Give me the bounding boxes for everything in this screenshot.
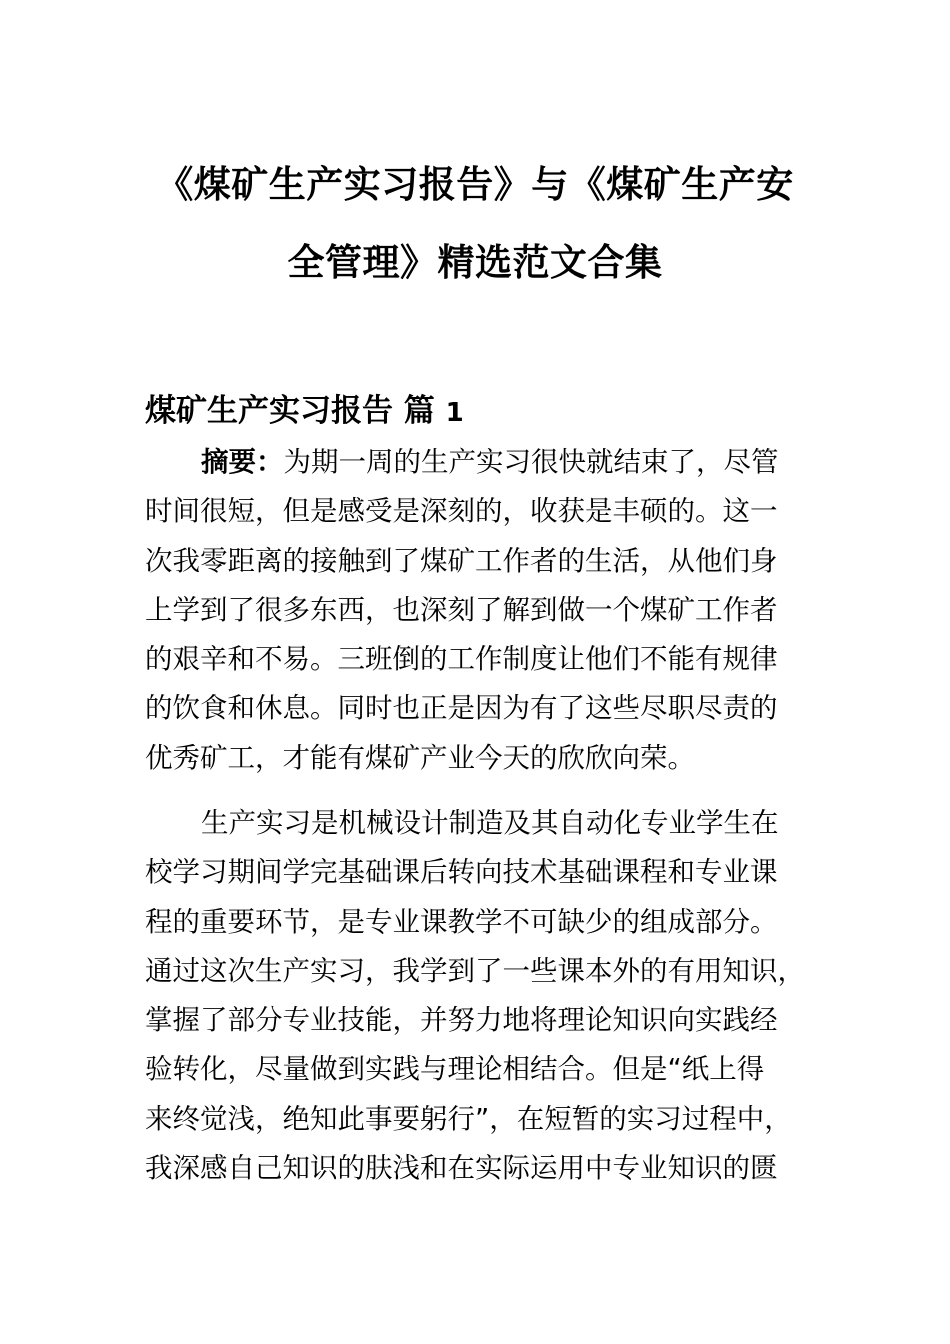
paragraph-line: 优秀矿工，才能有煤矿产业今天的欣欣向荣。 [145, 741, 695, 774]
paragraph-line: 的饮食和休息。同时也正是因为有了这些尽职尽责的 [145, 692, 778, 725]
section-heading-text: 煤矿生产实习报告 篇 [145, 393, 435, 429]
paragraph-line: 验转化，尽量做到实践与理论相结合。但是“纸上得 [145, 1053, 765, 1086]
document-title-line-2: 全管理》精选范文合集 [287, 241, 663, 284]
paragraph-line: 掌握了部分专业技能，并努力地将理论知识向实践经 [145, 1004, 778, 1037]
abstract-label: 摘要： [201, 446, 284, 478]
paragraph-line: 校学习期间学完基础课后转向技术基础课程和专业课 [145, 856, 778, 889]
paragraph-line: 上学到了很多东西，也深刻了解到做一个煤矿工作者 [145, 593, 778, 626]
body-paragraph [145, 799, 815, 1193]
paragraph-line: 我深感自己知识的肤浅和在实际运用中专业知识的匮 [145, 1152, 778, 1185]
paragraph-line: 生产实习是机械设计制造及其自动化专业学生在 [201, 807, 779, 839]
paragraph-line: 的艰辛和不易。三班倒的工作制度让他们不能有规律 [145, 643, 778, 676]
paragraph-line: 程的重要环节，是专业课教学不可缺少的组成部分。 [145, 905, 778, 938]
section-heading-number: 1 [445, 398, 464, 428]
paragraph-line: 通过这次生产实习，我学到了一些课本外的有用知识， [145, 954, 805, 987]
section-heading [145, 393, 464, 431]
abstract-paragraph [145, 438, 815, 783]
paragraph-line: 时间很短，但是感受是深刻的，收获是丰硕的。这一 [145, 495, 778, 528]
document-title-line-1: 《煤矿生产实习报告》与《煤矿生产安 [156, 163, 794, 206]
paragraph-line [145, 438, 815, 487]
paragraph-line: 来终觉浅，绝知此事要躬行”，在短暂的实习过程中， [145, 1102, 792, 1135]
abstract-line-text: 为期一周的生产实习很快就结束了，尽管 [283, 446, 779, 478]
paragraph-line: 次我零距离的接触到了煤矿工作者的生活，从他们身 [145, 544, 778, 577]
